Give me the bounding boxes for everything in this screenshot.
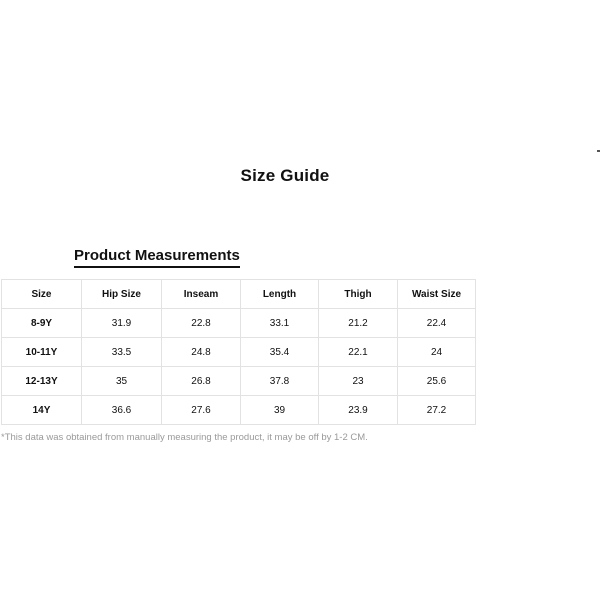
cell-hip-size: 33.5 <box>82 338 162 367</box>
measurement-disclaimer: *This data was obtained from manually measuring the product, it may be off by 1-2 CM. <box>1 432 368 443</box>
page-title: Size Guide <box>240 166 330 185</box>
cell-waist-size: 27.2 <box>398 396 476 425</box>
cell-thigh: 22.1 <box>319 338 398 367</box>
cell-waist-size: 25.6 <box>398 367 476 396</box>
table-row <box>2 367 476 396</box>
cell-inseam: 26.8 <box>162 367 241 396</box>
cell-hip-size: 36.6 <box>82 396 162 425</box>
cell-size: 8-9Y <box>2 309 82 338</box>
section-title: Product Measurements <box>74 247 240 268</box>
measurements-table <box>1 279 476 425</box>
cell-size: 10-11Y <box>2 338 82 367</box>
header-thigh: Thigh <box>319 280 398 309</box>
cell-waist-size: 22.4 <box>398 309 476 338</box>
cell-size: 14Y <box>2 396 82 425</box>
table-row <box>2 309 476 338</box>
cell-length: 39 <box>241 396 319 425</box>
cell-length: 35.4 <box>241 338 319 367</box>
header-inseam: Inseam <box>162 280 241 309</box>
cell-length: 37.8 <box>241 367 319 396</box>
cell-inseam: 27.6 <box>162 396 241 425</box>
cell-size: 12-13Y <box>2 367 82 396</box>
table-row <box>2 338 476 367</box>
cell-length: 33.1 <box>241 309 319 338</box>
cell-inseam: 24.8 <box>162 338 241 367</box>
cell-hip-size: 31.9 <box>82 309 162 338</box>
table-row <box>2 396 476 425</box>
cell-waist-size: 24 <box>398 338 476 367</box>
table-header-row <box>2 280 476 309</box>
cell-thigh: 21.2 <box>319 309 398 338</box>
header-waist-size: Waist Size <box>398 280 476 309</box>
cell-thigh: 23.9 <box>319 396 398 425</box>
cell-hip-size: 35 <box>82 367 162 396</box>
cell-inseam: 22.8 <box>162 309 241 338</box>
measurements-table-wrapper <box>1 279 476 425</box>
header-length: Length <box>241 280 319 309</box>
cell-thigh: 23 <box>319 367 398 396</box>
header-hip-size: Hip Size <box>82 280 162 309</box>
header-size: Size <box>2 280 82 309</box>
